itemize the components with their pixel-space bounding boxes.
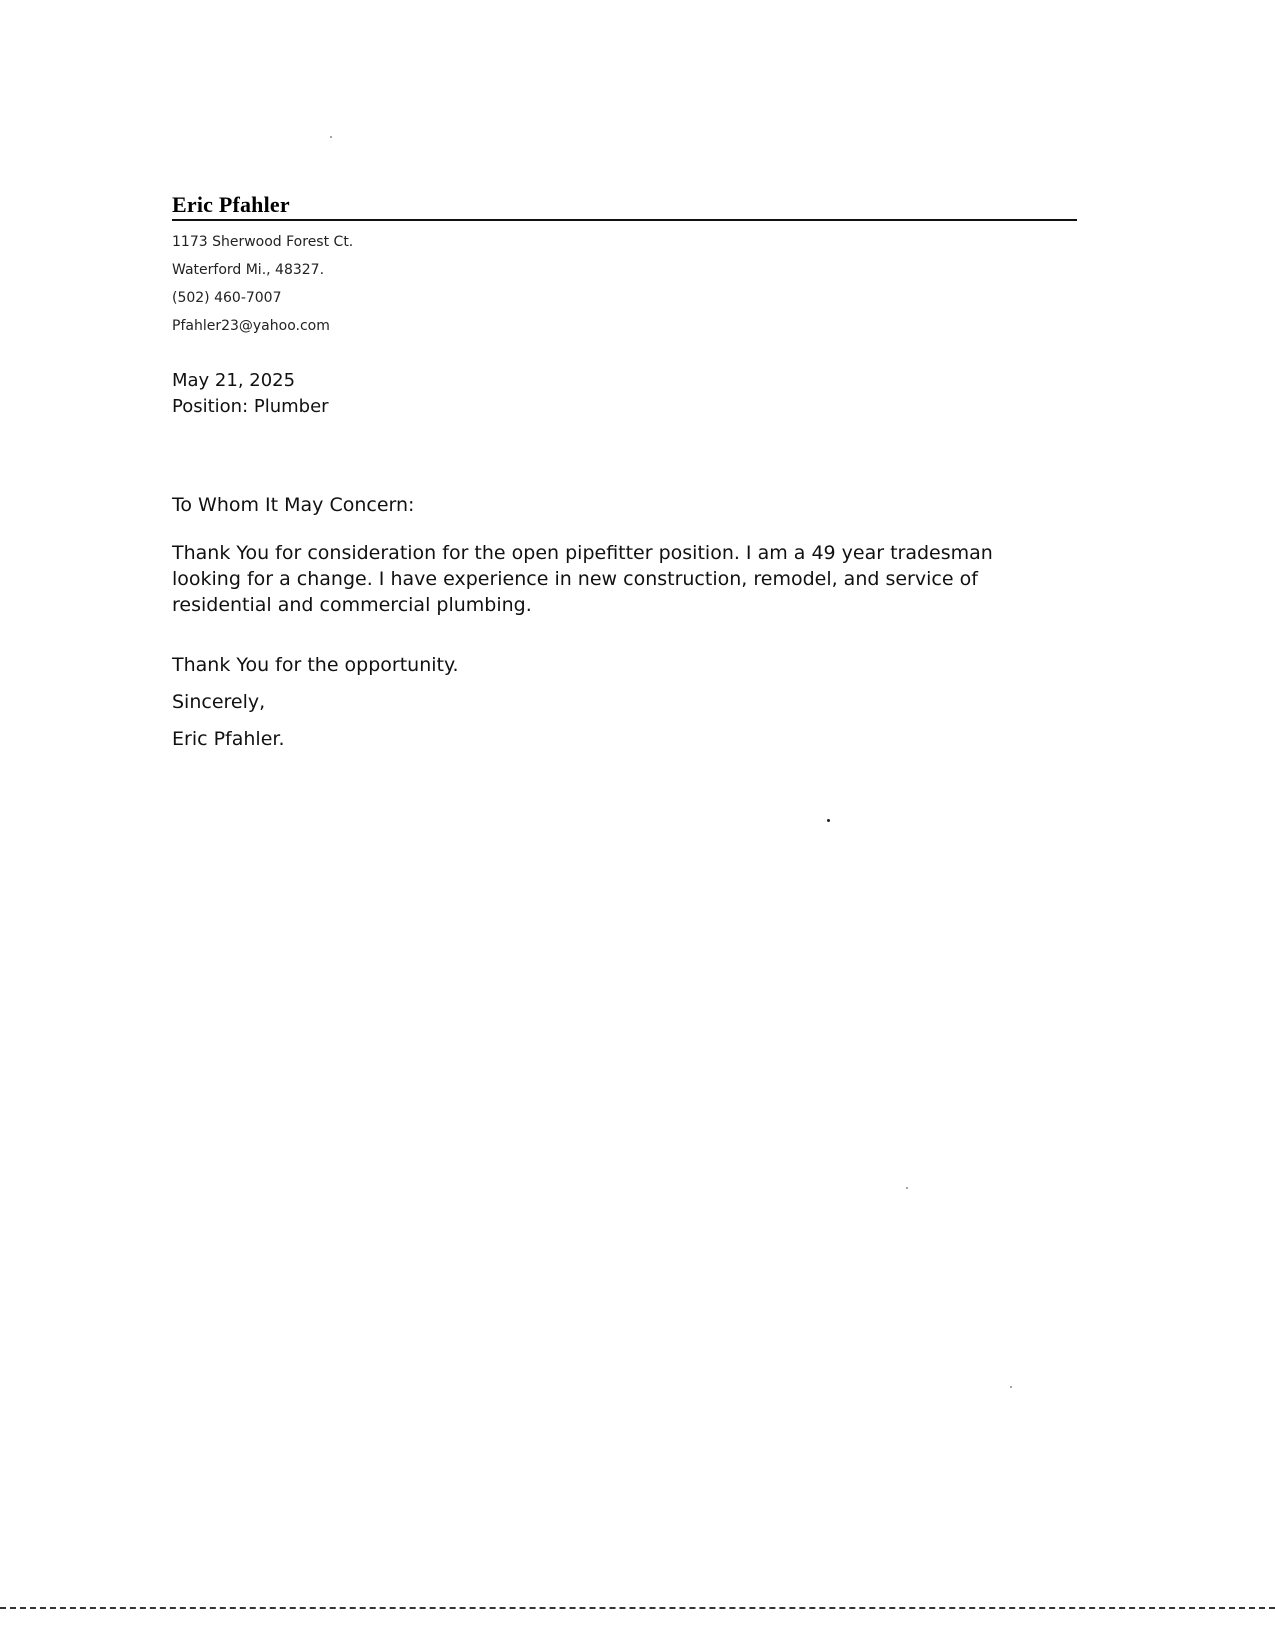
sender-name: Eric Pfahler (172, 192, 290, 217)
closing-thanks: Thank You for the opportunity. (172, 654, 459, 676)
letter-date: May 21, 2025 (172, 370, 296, 391)
scan-speck (330, 136, 332, 138)
position-line: Position: Plumber (172, 396, 329, 417)
scan-speck (1010, 1386, 1012, 1388)
address-line-1: 1173 Sherwood Forest Ct. (172, 234, 354, 250)
closing-block (172, 652, 459, 763)
scan-speck (906, 1187, 908, 1189)
letter-meta (172, 368, 329, 420)
body-line: looking for a change. I have experience in new construction, remodel, and service of (172, 568, 978, 590)
phone-number: (502) 460-7007 (172, 290, 282, 306)
body-paragraph (172, 540, 1052, 618)
header-divider (172, 219, 1077, 221)
closing-word: Sincerely, (172, 691, 266, 713)
page-bottom-edge (0, 1607, 1275, 1609)
salutation: To Whom It May Concern: (172, 494, 415, 516)
scan-speck (827, 819, 830, 822)
body-line: residential and commercial plumbing. (172, 594, 532, 616)
contact-block (172, 232, 353, 344)
address-line-2: Waterford Mi., 48327. (172, 262, 325, 278)
body-line: Thank You for consideration for the open pipefitter position. I am a 49 year tradesman (172, 542, 993, 564)
email-address: Pfahler23@yahoo.com (172, 318, 330, 334)
signature-name: Eric Pfahler. (172, 728, 285, 750)
